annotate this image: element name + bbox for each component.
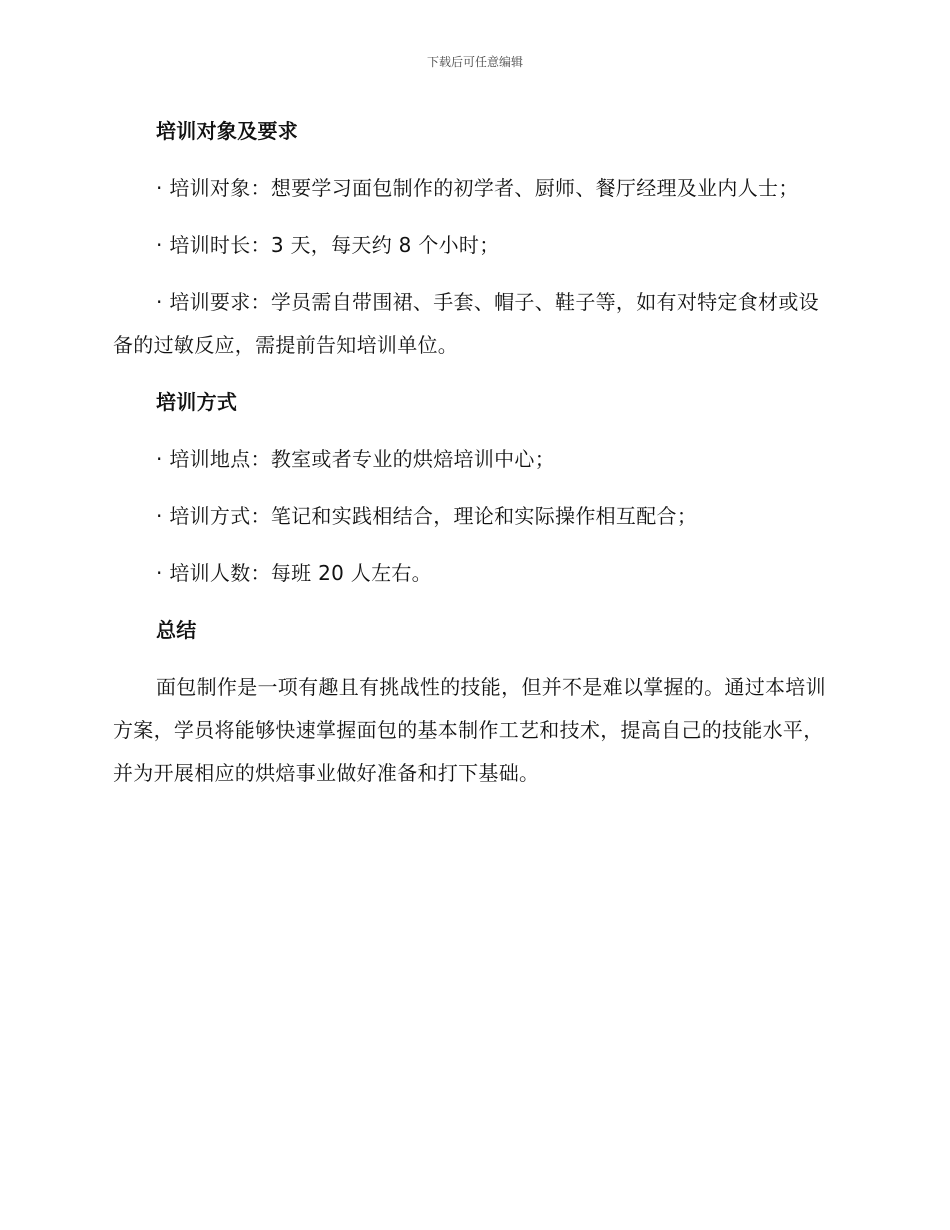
- section-heading-summary: 总结: [156, 618, 197, 642]
- section-heading-target: 培训对象及要求: [156, 119, 299, 143]
- list-item-method: · 培训方式：笔记和实践相结合，理论和实际操作相互配合；: [156, 504, 698, 528]
- section-heading-method: 培训方式: [156, 390, 238, 414]
- list-item-class-size: · 培训人数：每班 20 人左右。: [156, 561, 432, 585]
- document-body: [113, 110, 837, 809]
- summary-paragraph: 面包制作是一项有趣且有挑战性的技能，但并不是难以掌握的。通过本培训方案，学员将能够快速掌握面包的基本制作工艺和技术，提高自己的技能水平，并为开展相应的烘焙事业做好准备和打下基础。: [113, 675, 826, 785]
- list-item-target-audience: · 培训对象：想要学习面包制作的初学者、厨师、餐厅经理及业内人士；: [156, 176, 799, 200]
- header-note: 下载后可任意编辑: [426, 55, 523, 69]
- list-item-duration: · 培训时长：3 天，每天约 8 个小时；: [156, 233, 500, 257]
- list-item-location: · 培训地点：教室或者专业的烘焙培训中心；: [156, 447, 556, 471]
- list-item-requirements: · 培训要求：学员需自带围裙、手套、帽子、鞋子等，如有对特定食材或设备的过敏反应，需提前告知培训单位。: [113, 290, 819, 357]
